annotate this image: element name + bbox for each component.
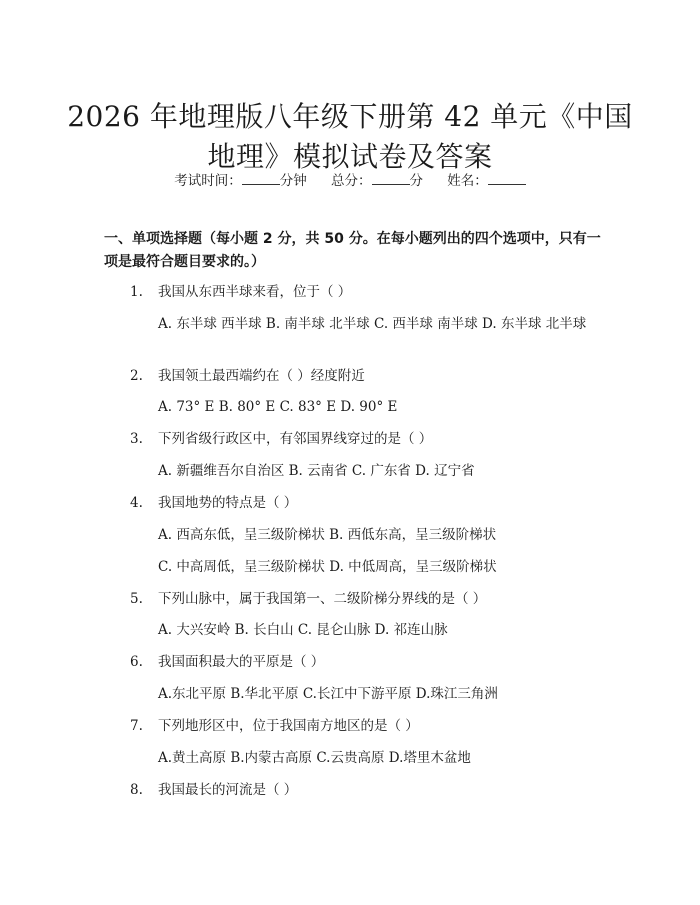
question-7-options <box>104 747 594 769</box>
exam-meta <box>0 169 700 189</box>
options-text: A. 东半球 西半球 B. 南半球 北半球 C. 西半球 南半球 D. 东半球 北半球 <box>158 316 587 332</box>
question-3 <box>104 428 604 450</box>
question-1 <box>104 281 604 303</box>
question-text: 下列省级行政区中，有邻国界线穿过的是（ ） <box>158 431 433 447</box>
time-blank <box>242 172 280 185</box>
question-number: 1. <box>130 284 143 300</box>
time-unit: 分钟 <box>279 173 307 189</box>
question-7 <box>104 715 604 737</box>
options-text: A. 大兴安岭 B. 长白山 C. 昆仑山脉 D. 祁连山脉 <box>158 622 448 638</box>
name-field <box>447 169 526 189</box>
question-8 <box>104 779 604 801</box>
options-text: A.黄土高原 B.内蒙古高原 C.云贵高原 D.塔里木盆地 <box>158 750 471 766</box>
question-text: 我国领土最西端约在（ ）经度附近 <box>158 368 365 384</box>
question-5-options <box>104 619 594 641</box>
question-text: 我国从东西半球来看，位于（ ） <box>158 284 352 300</box>
question-4-options-a <box>104 524 594 546</box>
question-number: 2. <box>130 368 143 384</box>
title-line-2: 地理》模拟试卷及答案 <box>207 139 493 173</box>
options-text: A.东北平原 B.华北平原 C.长江中下游平原 D.珠江三角洲 <box>158 686 498 702</box>
question-6 <box>104 651 604 673</box>
question-2-options <box>104 396 594 418</box>
question-text: 我国面积最大的平原是（ ） <box>158 654 325 670</box>
question-4 <box>104 492 604 514</box>
question-2 <box>104 365 604 387</box>
score-blank <box>372 172 410 185</box>
question-1-options <box>104 312 594 336</box>
name-label: 姓名： <box>447 173 488 189</box>
name-blank <box>488 172 526 185</box>
question-5 <box>104 588 604 610</box>
section-heading: 一、单项选择题（每小题 2 分，共 50 分。在每小题列出的四个选项中，只有一项是最符合题目要求的。） <box>104 231 601 270</box>
score-field <box>331 169 423 189</box>
question-4-options-b <box>104 556 594 578</box>
question-text: 我国最长的河流是（ ） <box>158 782 298 798</box>
question-number: 7. <box>130 718 143 734</box>
question-text: 下列地形区中，位于我国南方地区的是（ ） <box>158 718 419 734</box>
options-text: C. 中高周低，呈三级阶梯状 D. 中低周高，呈三级阶梯状 <box>158 559 497 575</box>
time-label: 考试时间： <box>174 173 242 189</box>
question-number: 4. <box>130 495 143 511</box>
page-title <box>60 97 640 177</box>
question-number: 3. <box>130 431 143 447</box>
score-label: 总分： <box>331 173 372 189</box>
question-text: 我国地势的特点是（ ） <box>158 495 298 511</box>
options-text: A. 新疆维吾尔自治区 B. 云南省 C. 广东省 D. 辽宁省 <box>158 463 475 479</box>
question-number: 5. <box>130 591 143 607</box>
options-text: A. 73° E B. 80° E C. 83° E D. 90° E <box>158 399 398 415</box>
question-number: 6. <box>130 654 143 670</box>
score-unit: 分 <box>409 173 423 189</box>
time-field <box>174 169 307 189</box>
question-3-options <box>104 460 594 482</box>
options-text: A. 西高东低，呈三级阶梯状 B. 西低东高，呈三级阶梯状 <box>158 527 497 543</box>
question-text: 下列山脉中，属于我国第一、二级阶梯分界线的是（ ） <box>158 591 487 607</box>
title-line-1: 2026 年地理版八年级下册第 42 单元《中国 <box>67 99 633 133</box>
question-6-options <box>104 683 594 705</box>
question-number: 8. <box>130 782 143 798</box>
